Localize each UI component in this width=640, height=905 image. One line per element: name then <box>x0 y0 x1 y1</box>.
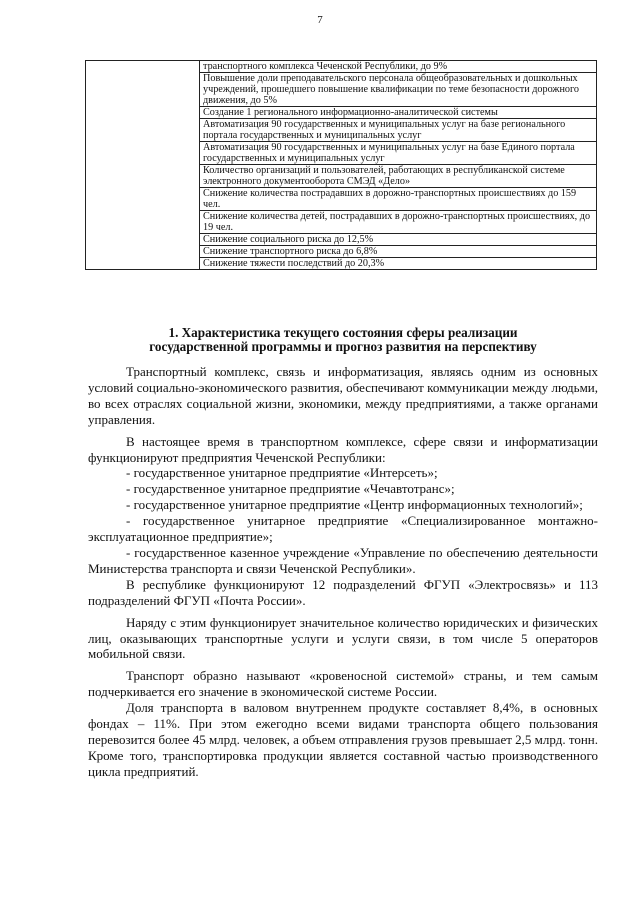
section-heading-line: государственной программы и прогноз развития на перспективу <box>149 339 537 354</box>
paragraph: Транспортный комплекс, связь и информатизация, являясь одним из основных условий социально-экономического развития, обеспечивают коммуникации между людьми, во всех отраслях социальной жизни, экономики, между предприятиями, а также органами управления. <box>88 364 598 427</box>
table-cell: Снижение количества пострадавших в дорожно-транспортных происшествиях до 159 чел. <box>200 188 597 211</box>
table-cell: Создание 1 регионального информационно-аналитической системы <box>200 107 597 119</box>
table-row <box>86 61 597 73</box>
paragraph: В настоящее время в транспортном комплексе, сфере связи и информатизации функционируют предприятия Чеченской Республики: <box>88 433 598 465</box>
table-cell: Автоматизация 90 государственных и муниципальных услуг на базе Единого портала государственных и муниципальных услуг <box>200 142 597 165</box>
table-cell: Автоматизация 90 государственных и муниципальных услуг на базе регионального портала государственных и муниципальных услуг <box>200 119 597 142</box>
paragraph: Доля транспорта в валовом внутреннем продукте составляет 8,4%, в основных фондах – 11%. При этом ежегодно всеми видами транспорта общего пользования перевозится более 45 млрд. человек, а объем отправления грузов превышает 2,5 млрд. тонн. Кроме того, транспортировка продукции является составной частью производственного цикла предприятий. <box>88 700 598 779</box>
section-body <box>88 326 598 780</box>
table-cell: Повышение доли преподавательского персонала общеобразовательных и дошкольных учреждений, прошедшего повышение квалификации по теме безопасности дорожного движения, до 5% <box>200 73 597 107</box>
table-cell: Снижение количества детей, пострадавших в дорожно-транспортных происшествиях, до 19 чел. <box>200 211 597 234</box>
paragraph: Наряду с этим функционирует значительное количество юридических и физических лиц, оказывающих транспортные услуги и услуги связи, в том числе 5 операторов мобильной связи. <box>88 614 598 662</box>
table-cell: транспортного комплекса Чеченской Республики, до 9% <box>200 61 597 73</box>
page-number: 7 <box>317 14 323 26</box>
table-left-cell <box>86 61 200 270</box>
table-cell: Количество организаций и пользователей, работающих в республиканской системе электронного документооборота СМЭД «Дело» <box>200 165 597 188</box>
table-cell: Снижение транспортного риска до 6,8% <box>200 246 597 258</box>
list-item: - государственное унитарное предприятие «Специализированное монтажно-эксплуатационное предприятие»; <box>88 513 598 545</box>
section-heading-line: 1. Характеристика текущего состояния сферы реализации <box>168 325 518 340</box>
table-cell: Снижение социального риска до 12,5% <box>200 234 597 246</box>
list-item: - государственное унитарное предприятие «Чечавтотранс»; <box>126 481 455 497</box>
list-item: - государственное казенное учреждение «Управление по обеспечению деятельности Министерства транспорта и связи Чеченской Республики». <box>88 544 598 576</box>
section-heading <box>88 326 598 354</box>
list-item: - государственное унитарное предприятие «Интерсеть»; <box>126 465 438 481</box>
table-cell: Снижение тяжести последствий до 20,3% <box>200 258 597 270</box>
targets-table <box>85 60 597 270</box>
paragraph: В республике функционируют 12 подразделений ФГУП «Электросвязь» и 113 подразделений ФГУП «Почта России». <box>88 576 598 608</box>
paragraph: Транспорт образно называют «кровеносной системой» страны, и тем самым подчеркивается его значение в экономической системе России. <box>88 668 598 700</box>
list-item: - государственное унитарное предприятие «Центр информационных технологий»; <box>126 497 583 513</box>
